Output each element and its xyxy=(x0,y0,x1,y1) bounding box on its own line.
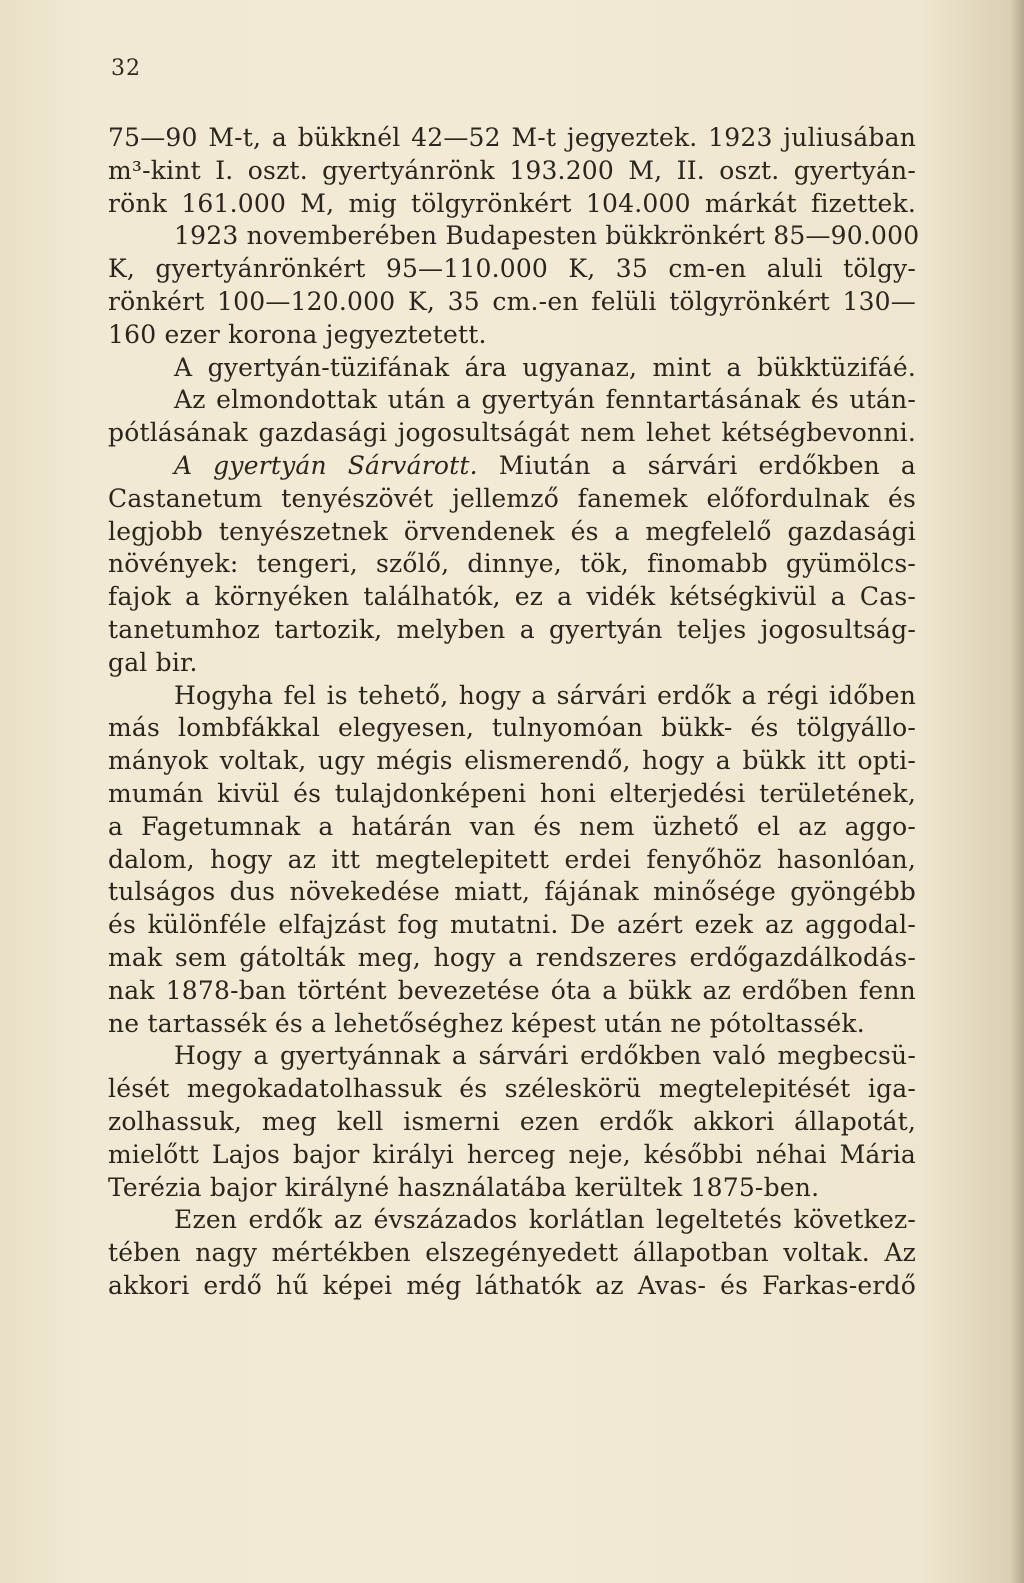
text-line: más lombfákkal elegyesen, tulnyomóan bükk- és tölgyállo- xyxy=(108,713,916,743)
text-line: Ezen erdők az évszázados korlátlan legeltetés következ- xyxy=(174,1205,916,1235)
section-heading: A gyertyán Sárvárott. xyxy=(174,450,478,480)
text-line: és különféle elfajzást fog mutatni. De azért ezek az aggodal- xyxy=(108,910,916,940)
text-line: lését megokadatolhassuk és széleskörü megtelepitését iga- xyxy=(108,1074,916,1104)
text-line: dalom, hogy az itt megtelepitett erdei fenyőhöz hasonlóan, xyxy=(108,844,916,874)
page-edge-shadow xyxy=(1010,0,1024,1583)
page-number: 32 xyxy=(111,56,141,81)
text-line: 1923 novemberében Budapesten bükkrönkért 85—90.000 xyxy=(174,221,920,251)
text-line: a Fagetumnak a határán van és nem üzhető el az aggo- xyxy=(108,811,916,841)
text-line: rönk 161.000 M, mig tölgyrönkért 104.000 márkát fizettek. xyxy=(108,188,916,218)
text-line: nak 1878-ban történt bevezetése óta a bükk az erdőben fenn xyxy=(108,975,916,1005)
text-line: m³-kint I. oszt. gyertyánrönk 193.200 M, II. oszt. gyertyán- xyxy=(108,155,916,185)
text-line: akkori erdő hű képei még láthatók az Avas- és Farkas-erdő xyxy=(108,1270,916,1300)
text-line: tulságos dus növekedése miatt, fájának minősége gyöngébb xyxy=(108,877,916,907)
text-line: mányok voltak, ugy mégis elismerendő, hogy a bükk itt opti- xyxy=(108,746,916,776)
text-line: Az elmondottak után a gyertyán fenntartásának és után- xyxy=(174,385,916,415)
text-line: növények: tengeri, szőlő, dinnye, tök, finomabb gyümölcs- xyxy=(108,549,916,579)
text-line: gal bir. xyxy=(108,647,198,677)
text-line: pótlásának gazdasági jogosultságát nem lehet kétségbevonni. xyxy=(108,418,916,448)
text-line: tanetumhoz tartozik, melyben a gyertyán teljes jogosultság- xyxy=(108,614,916,644)
text-line: ne tartassék és a lehetőséghez képest után ne pótoltassék. xyxy=(108,1008,865,1038)
text-line: zolhassuk, meg kell ismerni ezen erdők akkori állapotát, xyxy=(108,1106,916,1136)
text-line: 75—90 M-t, a bükknél 42—52 M-t jegyeztek. 1923 juliusában xyxy=(108,123,916,152)
text-line: Castanetum tenyészövét jellemző fanemek előfordulnak és xyxy=(108,483,916,513)
text-line: rönkért 100—120.000 K, 35 cm.-en felüli tölgyrönkért 130— xyxy=(108,286,916,316)
text-line: fajok a környéken találhatók, ez a vidék kétségkivül a Cas- xyxy=(108,582,916,612)
text-line: legjobb tenyészetnek örvendenek és a megfelelő gazdasági xyxy=(108,516,916,546)
text-line-rest: Miután a sárvári erdőkben a xyxy=(498,450,916,480)
text-line: Hogy a gyertyánnak a sárvári erdőkben való megbecsü- xyxy=(174,1041,916,1071)
text-line: Terézia bajor királyné használatába kerültek 1875-ben. xyxy=(108,1172,820,1202)
text-line: tében nagy mértékben elszegényedett állapotban voltak. Az xyxy=(108,1238,916,1268)
text-line: Hogyha fel is tehető, hogy a sárvári erdők a régi időben xyxy=(174,680,916,710)
text-line: K, gyertyánrönkért 95—110.000 K, 35 cm-en aluli tölgy- xyxy=(108,254,916,284)
text-line: mielőtt Lajos bajor királyi herceg neje, későbbi néhai Mária xyxy=(108,1139,916,1169)
body-text xyxy=(108,122,920,1303)
text-line-with-heading xyxy=(108,450,916,483)
text-line: mak sem gátolták meg, hogy a rendszeres erdőgazdálkodás- xyxy=(108,942,916,972)
text-line: 160 ezer korona jegyeztetett. xyxy=(108,319,487,349)
text-line: mumán kivül és tulajdonképeni honi elterjedési területének, xyxy=(108,778,916,808)
text-line: A gyertyán-tüzifának ára ugyanaz, mint a bükktüzifáé. xyxy=(174,352,916,382)
